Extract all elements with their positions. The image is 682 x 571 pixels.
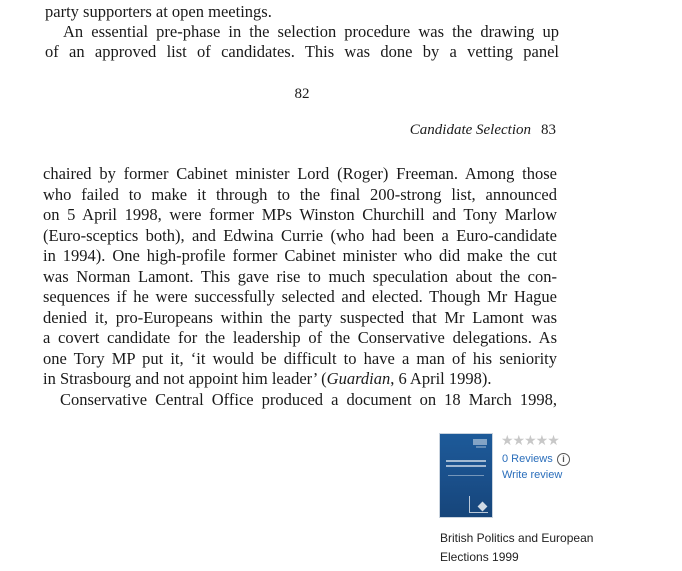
prev-page-line-2: An essential pre-phase in the selection procedure was the drawing up bbox=[63, 22, 559, 41]
body-line-7: sequences if he were successfully selected and elected. Though Mr Hague bbox=[43, 287, 557, 306]
book-cover-image[interactable] bbox=[440, 434, 492, 517]
cover-author-line bbox=[448, 475, 484, 476]
body-line-12: Conservative Central Office produced a document on 18 March 1998, bbox=[60, 390, 557, 409]
reviews-count-link[interactable]: 0 Reviews bbox=[502, 453, 553, 465]
body-line-10: one Tory MP put it, ‘it would be difficult to have a man of his seniority bbox=[43, 349, 557, 368]
cover-title-line bbox=[446, 465, 486, 467]
body-line-4: (Euro-sceptics both), and Edwina Currie (who had been a Euro-candidate bbox=[43, 226, 557, 245]
cover-publisher-sub bbox=[476, 446, 486, 448]
book-title[interactable]: British Politics and European Elections 1999 bbox=[440, 531, 594, 564]
info-icon[interactable]: i bbox=[557, 453, 570, 466]
running-head-title: Candidate Selection bbox=[409, 122, 531, 138]
write-review-link[interactable]: Write review bbox=[502, 469, 563, 481]
running-head bbox=[300, 120, 556, 140]
body-line-2: who failed to make it through to the final 200-strong list, announced bbox=[43, 185, 557, 204]
body-line-3: on 5 April 1998, were former MPs Winston Churchill and Tony Marlow bbox=[43, 205, 557, 224]
page-number-footer: 82 bbox=[294, 86, 310, 102]
running-head-page-number: 83 bbox=[541, 122, 556, 138]
body-line-6: was Norman Lamont. This gave rise to much speculation about the con- bbox=[43, 267, 557, 286]
body-line-11-end: , 6 April 1998). bbox=[390, 369, 492, 388]
body-line-1: chaired by former Cabinet minister Lord (Roger) Freeman. Among those bbox=[43, 164, 557, 183]
cover-publisher-mark bbox=[473, 439, 487, 445]
prev-page-line-1: party supporters at open meetings. bbox=[45, 2, 272, 21]
citation-guardian: Guardian bbox=[326, 369, 391, 388]
body-line-8: denied it, pro-Europeans within the party suspected that Mr Lamont was bbox=[43, 308, 557, 327]
cover-title-line bbox=[446, 460, 486, 462]
body-line-5: in 1994). One high-profile former Cabinet minister who did make the cut bbox=[43, 246, 557, 265]
body-line-11-text: in Strasbourg and not appoint him leader’ ( bbox=[43, 369, 327, 388]
cover-graphic bbox=[469, 496, 488, 513]
body-line-9: a covert candidate for the leadership of the Conservative delegations. As bbox=[43, 328, 557, 347]
prev-page-line-3: of an approved list of candidates. This was done by a vetting panel bbox=[45, 42, 559, 61]
five-star-rating-icon[interactable]: ★★★★★ bbox=[501, 433, 559, 449]
body-line-11 bbox=[43, 369, 557, 389]
